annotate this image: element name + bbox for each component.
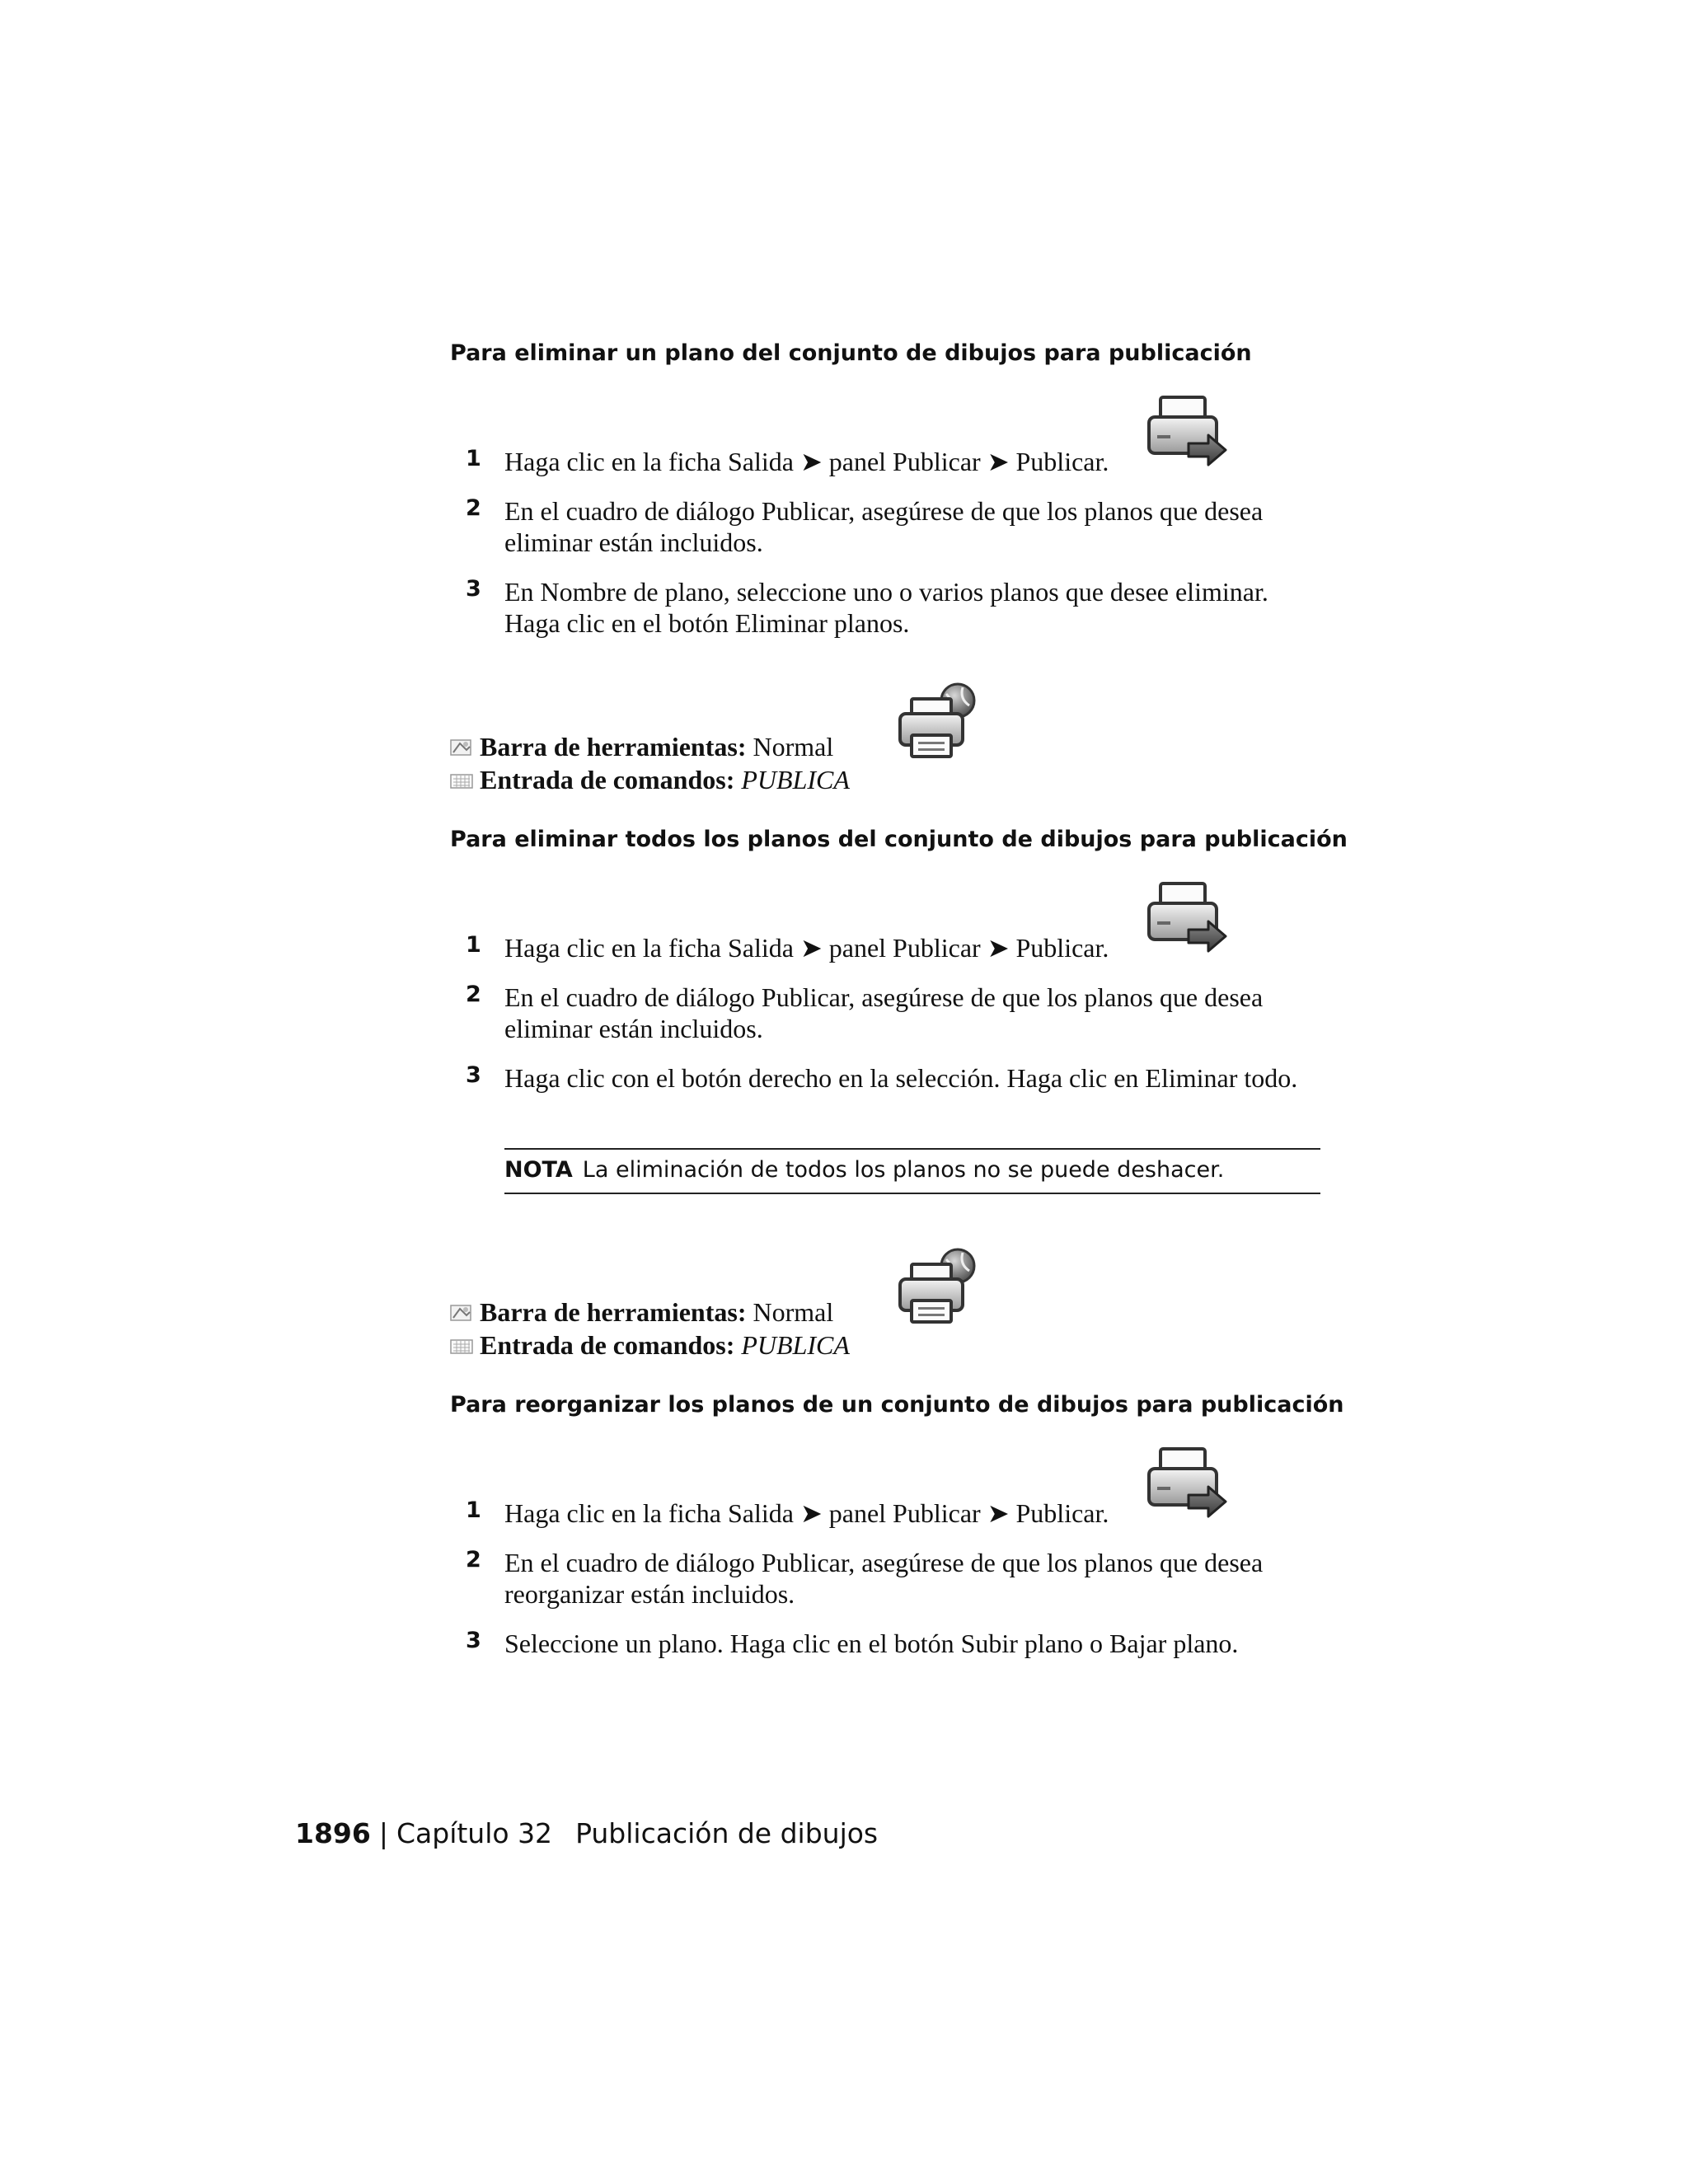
toolbar-reference [450,1296,833,1329]
step-item [450,576,1324,639]
step-item [450,1628,1324,1659]
step-number: 2 [466,1547,481,1572]
step-number: 3 [466,1628,481,1653]
toolbar-label: Barra de herramientas: [480,732,747,762]
steps-list [450,1497,1324,1659]
step-text: En Nombre de plano, seleccione uno o varios planos que desee eliminar. Haga clic en el botón Eliminar planos. [504,577,1268,638]
step-item [450,1062,1324,1094]
section-heading-reorder-sheets: Para reorganizar los planos de un conjunto de dibujos para publicación [450,1392,1344,1418]
command-reference [450,1329,850,1361]
step-number: 3 [466,1062,481,1088]
step-number: 3 [466,576,481,602]
chapter-label: Capítulo 32 [396,1817,553,1849]
page-footer [295,1817,878,1850]
keyboard-icon [450,771,473,791]
toolbar-reference [450,730,833,763]
note-label: NOTA [504,1157,573,1183]
step-text: En el cuadro de diálogo Publicar, asegúrese de que los planos que desea eliminar están incluidos. [504,496,1264,557]
publish-printer-globe-icon [897,1246,978,1327]
keyboard-icon [450,1337,473,1357]
steps-list [450,446,1324,639]
note-text: La eliminación de todos los planos no se puede deshacer. [582,1157,1225,1183]
toolbar-value: Normal [753,732,834,762]
step-text: Haga clic en la ficha Salida ➤ panel Publicar ➤ Publicar. [504,1498,1109,1528]
step-number: 1 [466,446,481,471]
toolbar-value: Normal [753,1297,834,1327]
step-text: Haga clic con el botón derecho en la selección. Haga clic en Eliminar todo. [504,1063,1298,1093]
step-item [450,1547,1324,1610]
footer-separator: | [378,1817,388,1849]
note-box [504,1148,1320,1194]
step-text: Haga clic en la ficha Salida ➤ panel Publicar ➤ Publicar. [504,447,1109,476]
section-heading-remove-sheet: Para eliminar un plano del conjunto de dibujos para publicación [450,340,1252,366]
step-number: 1 [466,932,481,958]
command-value: PUBLICA [741,1330,850,1360]
step-item [450,932,1324,963]
step-item [450,446,1324,477]
command-label: Entrada de comandos: [480,1330,735,1360]
command-label: Entrada de comandos: [480,765,735,794]
steps-list [450,932,1324,1094]
step-text: Haga clic en la ficha Salida ➤ panel Publicar ➤ Publicar. [504,933,1109,963]
step-number: 2 [466,495,481,521]
toolbar-label: Barra de herramientas: [480,1297,747,1327]
step-item [450,1497,1324,1529]
toolbar-icon [450,1304,473,1324]
step-text: Seleccione un plano. Haga clic en el botón Subir plano o Bajar plano. [504,1629,1239,1658]
step-item [450,982,1324,1044]
command-value: PUBLICA [741,765,850,794]
chapter-title: Publicación de dibujos [575,1817,879,1849]
section-heading-remove-all-sheets: Para eliminar todos los planos del conjunto de dibujos para publicación [450,827,1348,852]
publish-printer-globe-icon [897,681,978,762]
step-text: En el cuadro de diálogo Publicar, asegúrese de que los planos que desea eliminar están incluidos. [504,982,1264,1043]
page-number: 1896 [295,1817,371,1849]
step-number: 2 [466,982,481,1007]
step-item [450,495,1324,558]
toolbar-icon [450,738,473,758]
step-number: 1 [466,1497,481,1523]
step-text: En el cuadro de diálogo Publicar, asegúrese de que los planos que desea reorganizar están incluidos. [504,1548,1264,1609]
command-reference [450,763,850,796]
